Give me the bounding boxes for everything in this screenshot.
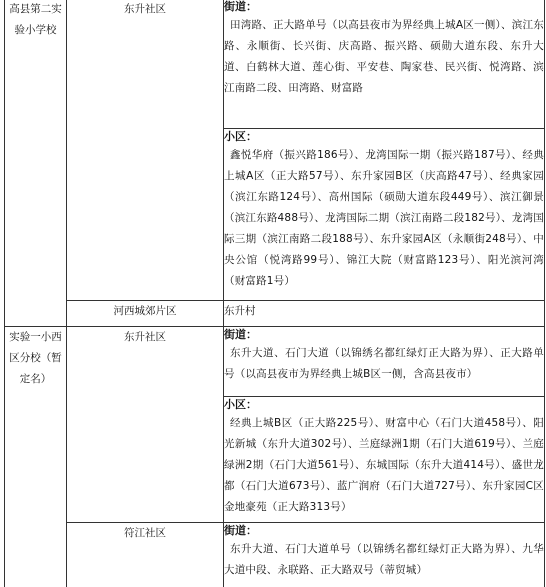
village-cell [224,301,545,327]
street-heading: 街道： [224,524,257,537]
district-list: 鑫悦华府（振兴路186号）、龙湾国际一期（振兴路187号）、经典上城A区（正大路57号）、东升家园B区（庆高路47号）、经典家园（滨江东路124号）、高州国际（硕勋大道东段449号）、滨江御景（滨江东路488号）、龙湾国际二期（滨江南路二段182号）、龙湾国际三期（滨江南路二段188号）、东升家园A区（永顺街248号）、中央公馆（悦湾路99号）、锦江大院（财富路123号）、阳光滨河湾（财富路1号） [224,149,544,287]
district-list: 经典上城B区（正大路225号）、财富中心（石门大道458号）、阳光新城（东升大道302号）、兰庭绿洲1期（石门大道619号）、兰庭绿洲2期（石门大道561号）、东城国际（东升大道414号）、盛世龙都（石门大道673号）、蓝广润府（石门大道727号）、东升家园C区金地豪苑（正大路313号） [224,417,544,513]
street-list: 东升大道、石门大道单号（以锦绣名都红绿灯正大路为界）、九华大道中段、永联路、正大路双号（蒂贸城） [224,543,544,576]
community-name: 东升社区 [124,331,166,343]
table-row [5,327,545,397]
street-heading: 街道： [224,0,257,13]
community-name: 符江社区 [124,527,166,539]
school-name: 实验一小西区分校（暂定名） [9,331,62,385]
district-cell [224,129,545,301]
district-heading: 小区： [224,130,257,143]
community-name: 东升社区 [124,3,166,15]
table-row [5,301,545,327]
street-cell [224,523,545,587]
community-cell [67,327,224,523]
village-name: 东升村 [224,305,256,317]
street-list: 东升大道、石门大道（以锦绣名都红绿灯正大路为界）、正大路单号（以高县夜市为界经典上城B区一侧，含高县夜市） [224,347,544,380]
street-list: 田湾路、正大路单号（以高县夜市为界经典上城A区一侧）、滨江东路、永顺街、长兴街、庆高路、振兴路、硕勋大道东段、东升大道、白鹤林大道、莲心街、平安巷、陶家巷、民兴街、悦湾路、滨江南路二段、田湾路、财富路 [224,19,544,94]
school-name-cell [5,0,67,327]
community-cell [67,301,224,327]
community-name: 河西城郊片区 [113,305,177,317]
street-cell [224,327,545,397]
district-heading: 小区： [224,398,257,411]
school-name: 高县第二实验小学校 [9,3,62,36]
community-cell [67,523,224,587]
district-cell [224,397,545,523]
table-row [5,523,545,587]
street-cell [224,0,545,129]
enrollment-zone-table [4,0,545,587]
street-heading: 街道： [224,328,257,341]
table-row [5,0,545,129]
community-cell [67,0,224,301]
school-name-cell [5,327,67,587]
